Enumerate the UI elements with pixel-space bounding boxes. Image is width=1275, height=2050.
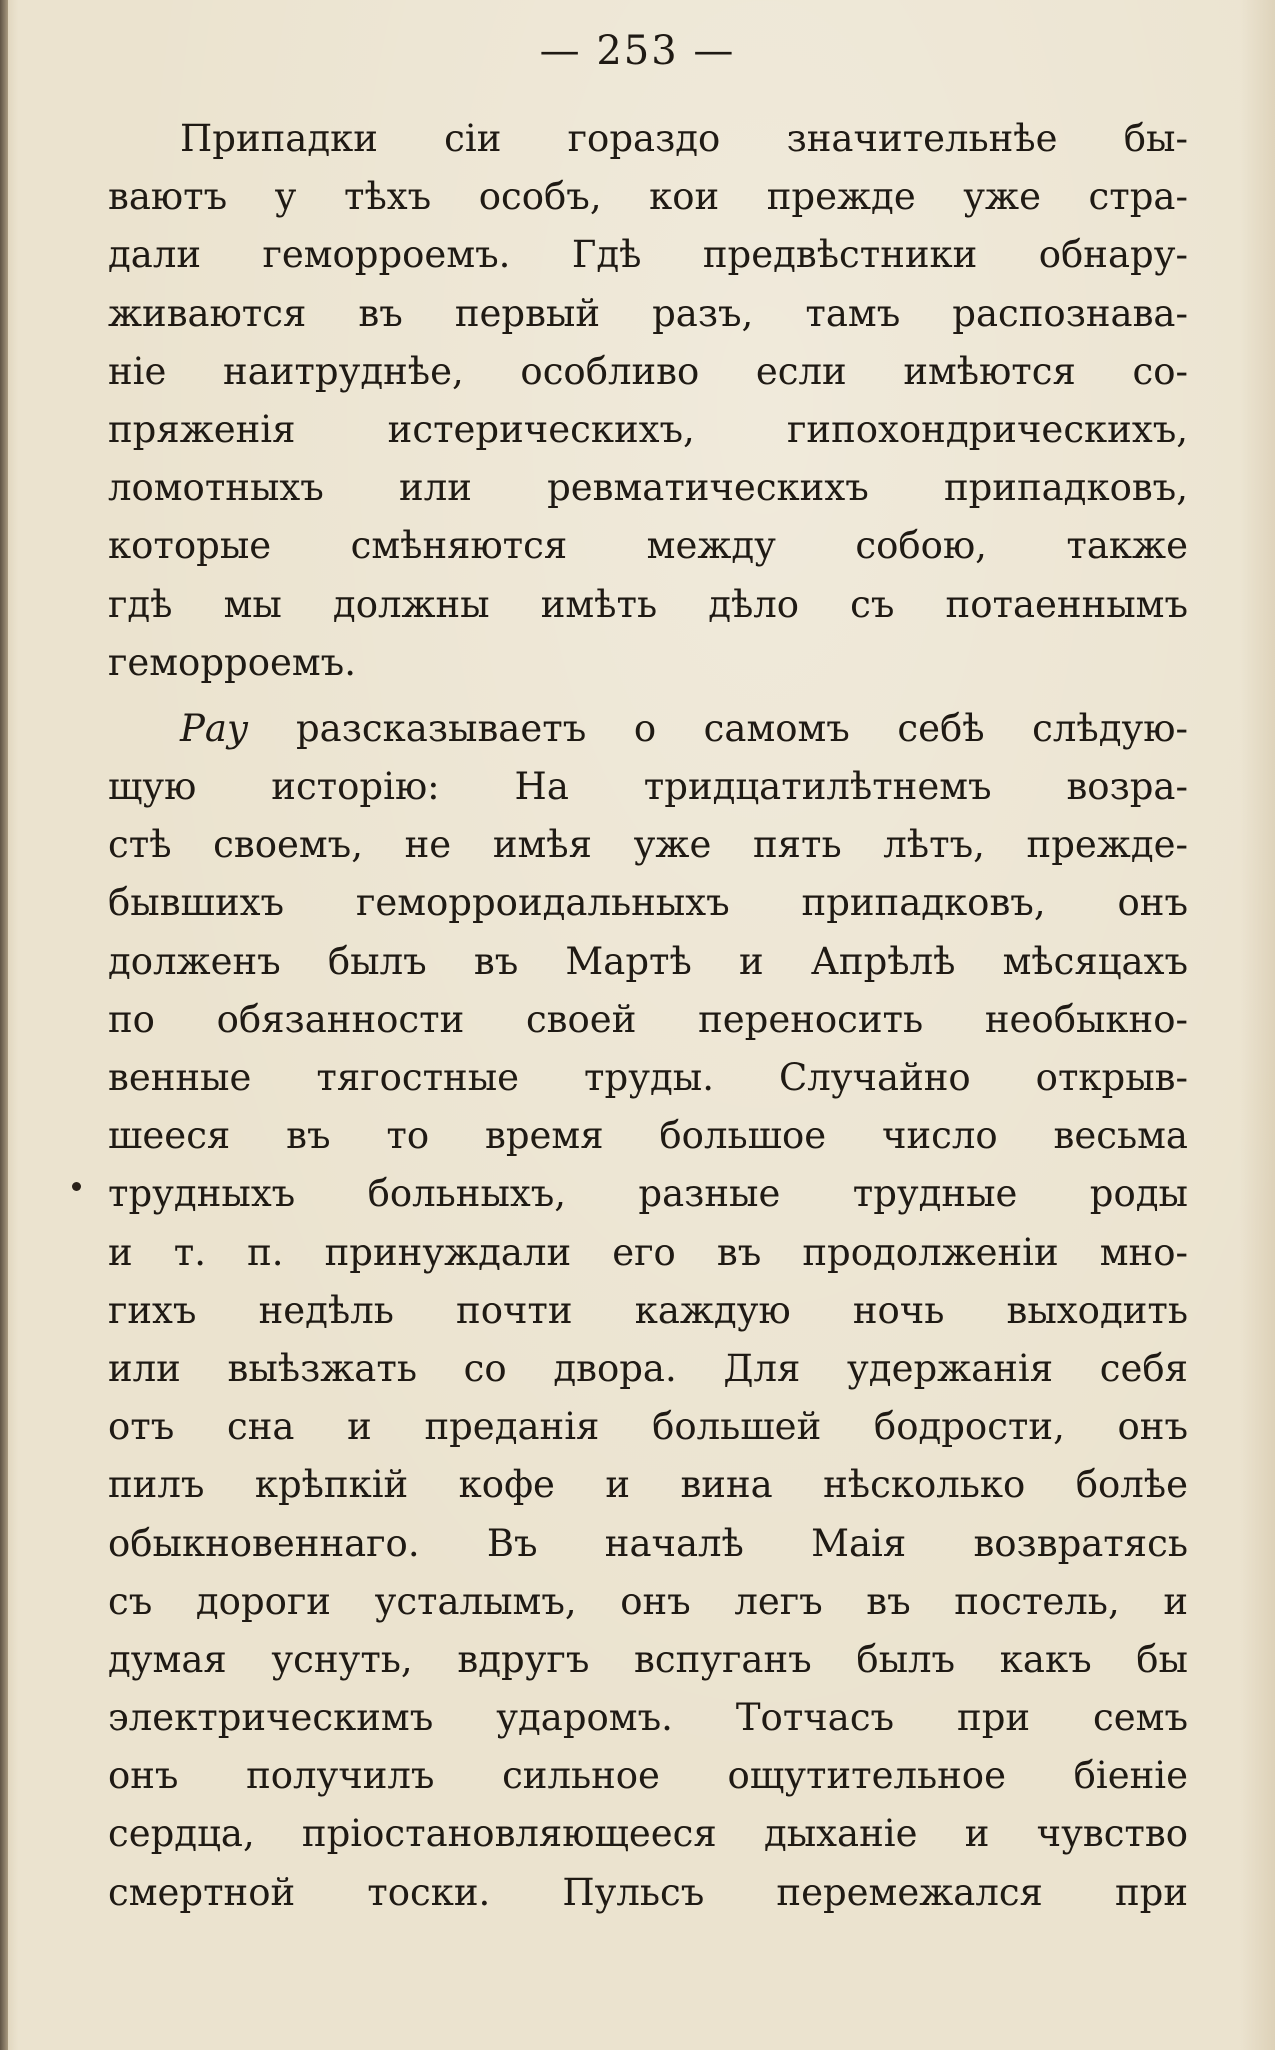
text-line: стѣ своемъ, не имѣя уже пять лѣтъ, прежде- — [108, 823, 1188, 867]
text-line: сердца, пріостановляющееся дыханіе и чувство — [108, 1812, 1188, 1856]
text-line: съ дороги усталымъ, онъ легъ въ постель, и — [108, 1579, 1188, 1623]
text-line: которые смѣняются между собою, также — [108, 524, 1188, 568]
paragraph-2 — [108, 700, 1188, 1922]
text-line: обыкновеннаго. Въ началѣ Маія возвратясь — [108, 1521, 1188, 1565]
text-line: живаются въ первый разъ, тамъ распознава- — [108, 291, 1188, 335]
text-line: гдѣ мы должны имѣть дѣло съ потаеннымъ — [108, 582, 1188, 626]
text-line: думая уснуть, вдругъ вспуганъ былъ какъ бы — [108, 1637, 1188, 1681]
text-line: отъ сна и преданія большей бодрости, онъ — [108, 1405, 1188, 1449]
text-line: онъ получилъ сильное ощутительное біеніе — [108, 1754, 1188, 1798]
text-line: Припадки сіи гораздо значительнѣе бы- — [180, 117, 1188, 160]
paragraph-gap — [108, 692, 1188, 700]
text-line: бывшихъ геморроидальныхъ припадковъ, онъ — [108, 881, 1188, 925]
text-line: ломотныхъ или ревматическихъ припадковъ, — [108, 466, 1188, 510]
text-line: долженъ былъ въ Мартѣ и Апрѣлѣ мѣсяцахъ — [108, 939, 1188, 983]
text-line: и т. п. принуждали его въ продолженіи мно- — [108, 1230, 1188, 1274]
ink-speck — [72, 1182, 81, 1191]
text-line: по обязанности своей переносить необыкно- — [108, 997, 1188, 1041]
text-line: электрическимъ ударомъ. Тотчасъ при семъ — [108, 1696, 1188, 1740]
text-line: пилъ крѣпкій кофе и вина нѣсколько болѣе — [108, 1463, 1188, 1507]
page-text — [108, 110, 1188, 1922]
first-line-text: разсказываетъ о самомъ себѣ слѣдую- — [248, 706, 1188, 750]
text-line-first — [108, 700, 1188, 758]
text-line: трудныхъ больныхъ, разные трудные роды — [108, 1172, 1188, 1216]
text-line: ваютъ у тѣхъ особъ, кои прежде уже стра- — [108, 175, 1188, 219]
text-line: пряженія истерическихъ, гипохондрическихъ, — [108, 407, 1188, 451]
text-line: ніе наитруднѣе, особливо если имѣются со- — [108, 349, 1188, 393]
text-line: или выѣзжать со двора. Для удержанія себя — [108, 1346, 1188, 1390]
text-line: венные тягостные труды. Случайно открыв- — [108, 1056, 1188, 1099]
binding-edge — [0, 0, 8, 2050]
text-line: дали геморроемъ. Гдѣ предвѣстники обнару- — [108, 233, 1188, 277]
page-number: — 253 — — [539, 28, 736, 74]
author-name-rau: Рау — [180, 706, 249, 750]
text-line: щую исторію: На тридцатилѣтнемъ возра- — [108, 765, 1188, 809]
paragraph-1 — [108, 110, 1188, 692]
text-line: геморроемъ. — [108, 640, 356, 684]
text-line: гихъ недѣль почти каждую ночь выходить — [108, 1288, 1188, 1332]
text-line: шееся въ то время большое число весьма — [108, 1114, 1188, 1158]
text-line: смертной тоски. Пульсъ перемежался при — [108, 1870, 1188, 1914]
